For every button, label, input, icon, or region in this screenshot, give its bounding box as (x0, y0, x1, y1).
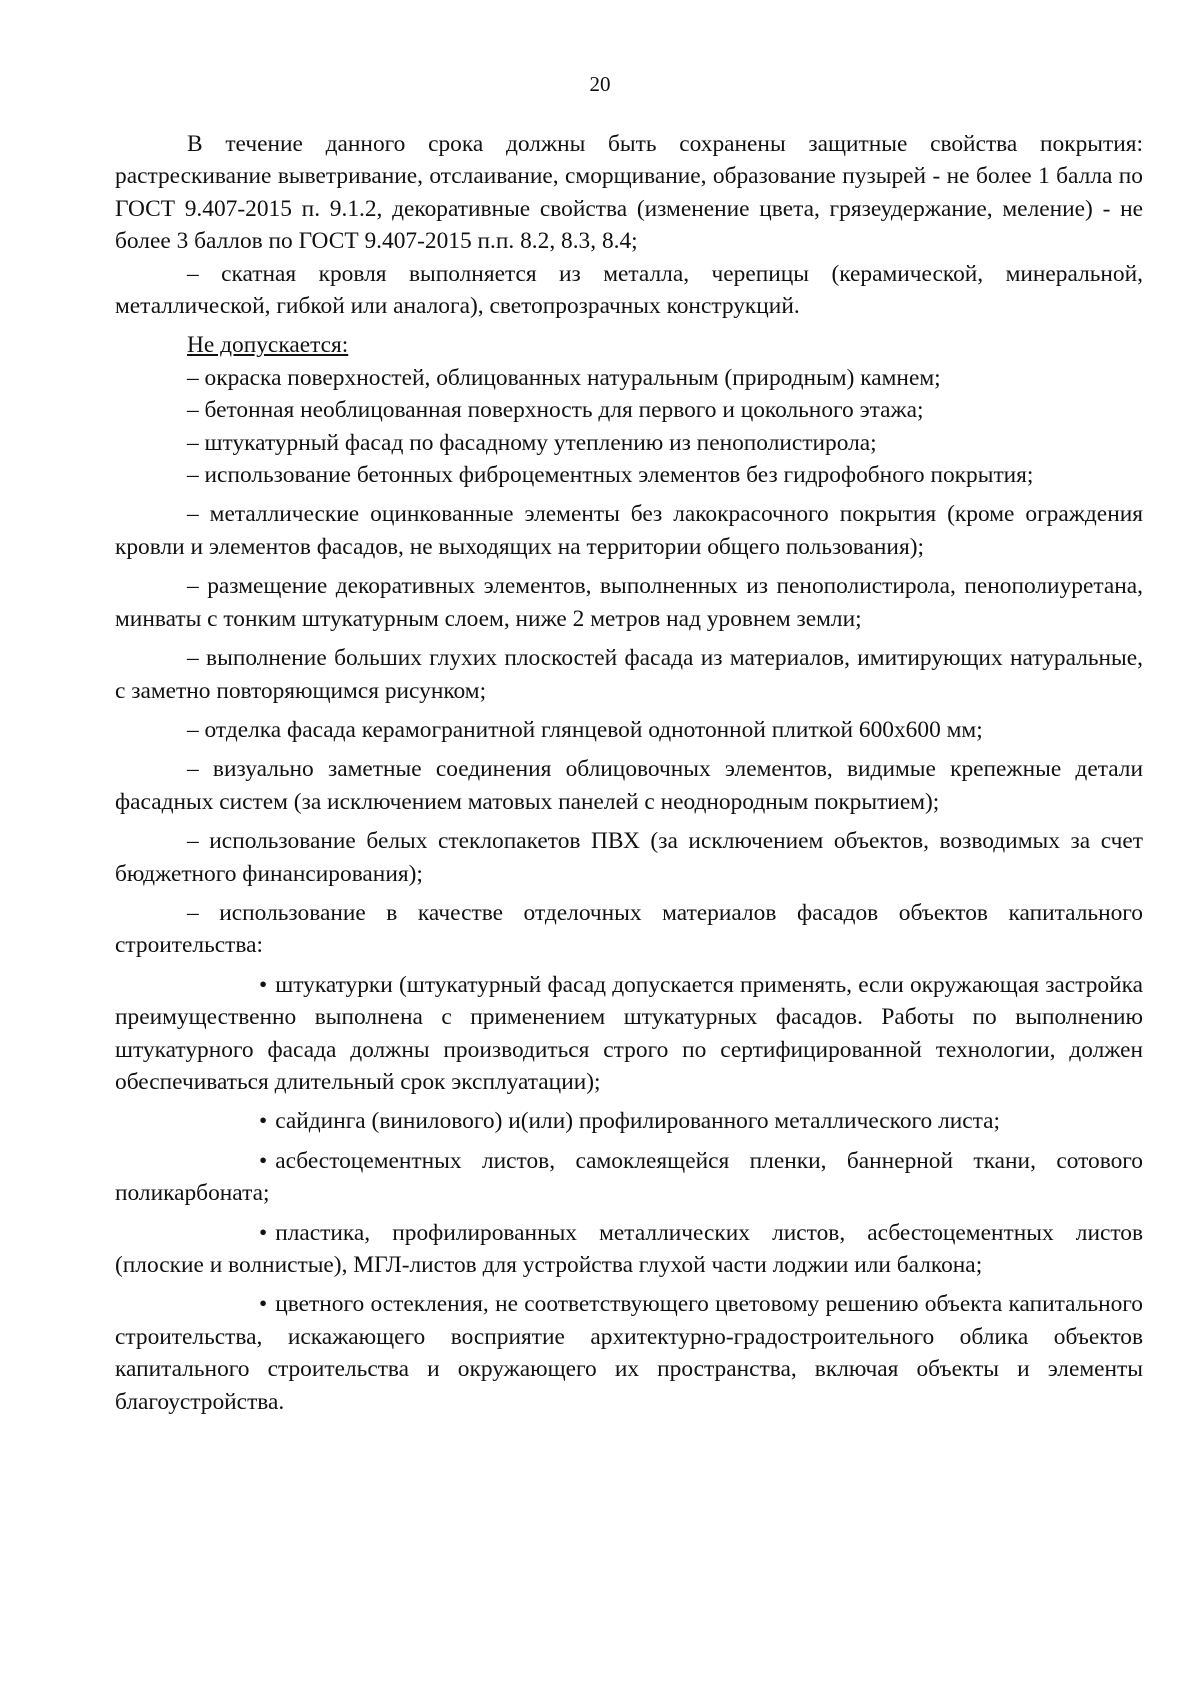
bullet-text: цветного остекления, не соответствующего цветовому решению объекта капитального строительства, искажающего восприятие архитектурно-градостроительного облика объектов капитального строительства и окружающего их пространства, включая объекты и элементы благоустройства. (115, 1291, 1143, 1415)
bullet-icon: • (259, 1147, 268, 1174)
list-item-blank-planes: – выполнение больших глухих плоскостей фасада из материалов, имитирующих натуральные, с заметно повторяющимся рисунком; (115, 645, 1143, 704)
bullet-item-siding (115, 1105, 1143, 1137)
list-item-finishing-materials: – использование в качестве отделочных материалов фасадов объектов капитального строительства: (115, 899, 1143, 959)
bullet-text: асбестоцементных листов, самоклеящейся пленки, баннерной ткани, сотового поликарбоната; (115, 1147, 1143, 1207)
bullet-item-plaster (115, 969, 1143, 1099)
list-item-plaster-facade: – штукатурный фасад по фасадному утеплению из пенополистирола; (187, 429, 877, 456)
paragraph-protective-properties: В течение данного срока должны быть сохранены защитные свойства покрытия: растрескивание выветривание, отслаивание, сморщивание, образование пузырей - не более 1 балла по ГОСТ 9.407-2015 п. 9.1.2, декоративные свойства (изменение цвета, грязеудержание, меление) - не более 3 баллов по ГОСТ 9.407-2015 п.п. 8.2, 8.3, 8.4; (115, 131, 1143, 255)
list-item-fibre-cement: – использование бетонных фиброцементных элементов без гидрофобного покрытия; (187, 462, 1034, 489)
bullet-item-asbestos (115, 1145, 1143, 1210)
bullet-icon: • (259, 1219, 268, 1246)
bullet-text: сайдинга (винилового) и(или) профилированного металлического листа; (275, 1108, 1001, 1135)
bullet-item-plastic (115, 1217, 1143, 1282)
list-item-galvanized-metal: – металлические оцинкованные элементы без лакокрасочного покрытия (кроме ограждения кровли и элементов фасадов, не выходящих на территории общего пользования); (115, 501, 1143, 560)
document-body (115, 128, 1143, 1418)
list-item-painting-stone: – окраска поверхностей, облицованных натуральным (природным) камнем; (187, 364, 941, 391)
paragraph-pitched-roof: – скатная кровля выполняется из металла, черепицы (керамической, минеральной, металлической, гибкой или аналога), светопрозрачных конструкций. (115, 260, 1143, 320)
list-item-pvc-windows: – использование белых стеклопакетов ПВХ (за исключением объектов, возводимых за счет бюджетного финансирования); (115, 828, 1143, 887)
bullet-icon: • (259, 1108, 268, 1135)
bullet-text: пластика, профилированных металлических листов, асбестоцементных листов (плоские и волнистые), МГЛ-листов для устройства глухой части лоджии или балкона; (115, 1219, 1143, 1278)
page-number: 20 (589, 72, 611, 96)
not-allowed-label: Не допускается: (187, 332, 349, 359)
list-item-glossy-tile: – отделка фасада керамогранитной глянцевой однотонной плиткой 600х600 мм; (187, 716, 983, 743)
list-item-visible-joints: – визуально заметные соединения облицовочных элементов, видимые крепежные детали фасадных систем (за исключением матовых панелей с неоднородным покрытием); (115, 756, 1143, 815)
list-item-decorative-elements: – размещение декоративных элементов, выполненных из пенополистирола, пенополиуретана, минваты с тонким штукатурным слоем, ниже 2 метров над уровнем земли; (115, 573, 1143, 632)
bullet-icon: • (259, 1291, 268, 1318)
section-heading-not-allowed (115, 329, 1143, 361)
bullet-text: штукатурки (штукатурный фасад допускается применять, если окружающая застройка преимущественно выполнена с применением штукатурных фасадов. Работы по выполнению штукатурного фасада должны производиться строго по сертифицированной технологии, должен обеспечиваться длительный срок эксплуатации); (115, 971, 1143, 1095)
bullet-item-colored-glazing (115, 1288, 1143, 1418)
bullet-icon: • (259, 971, 268, 998)
list-item-concrete-surface: – бетонная необлицованная поверхность для первого и цокольного этажа; (187, 397, 924, 424)
